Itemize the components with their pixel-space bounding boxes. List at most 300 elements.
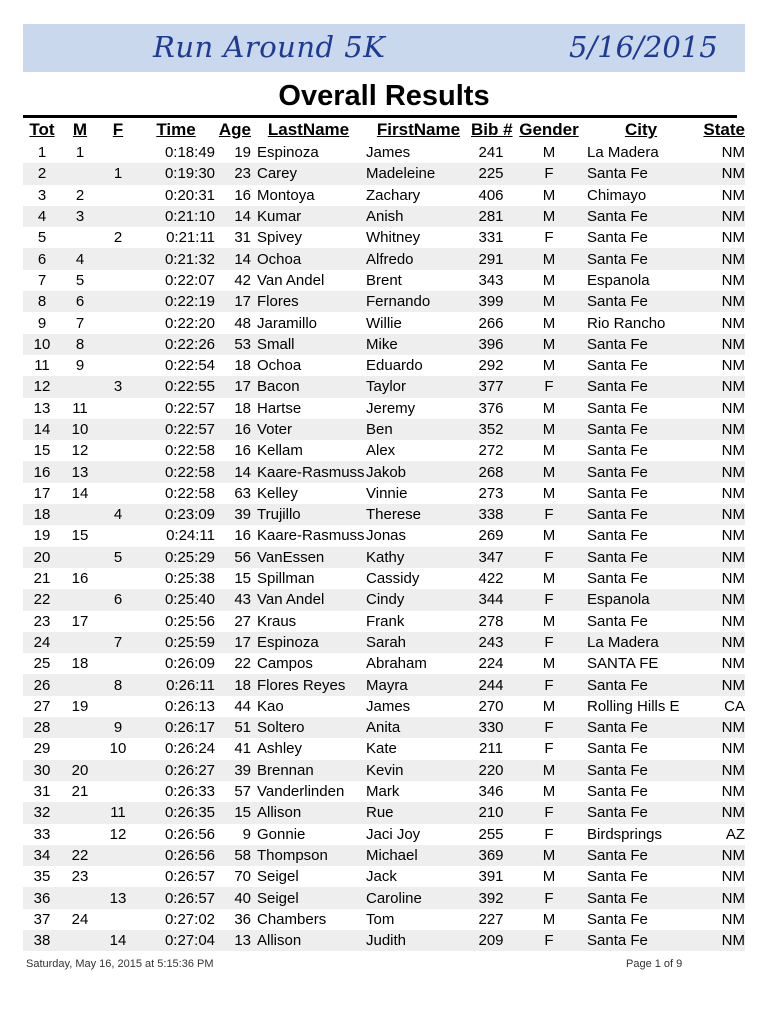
cell-tot: 20 [23, 547, 61, 568]
cell-time: 0:20:31 [164, 186, 215, 204]
cell-male-place: 17 [71, 612, 89, 630]
cell-male-place [61, 376, 99, 397]
cell-time: 0:22:07 [164, 271, 215, 289]
cell-tot: 2 [23, 163, 61, 184]
table-row [23, 611, 745, 632]
cell-time: 0:26:13 [164, 697, 215, 715]
cell-bib: 292 [478, 357, 504, 375]
cell-male-place: 5 [75, 271, 85, 289]
cell-age: 57 [234, 783, 251, 801]
cell-city: Santa Fe [587, 868, 648, 886]
cell-age: 27 [234, 612, 251, 630]
cell-male-place: 6 [61, 291, 99, 312]
cell-female-place: 9 [99, 717, 137, 738]
cell-firstname: Anish [366, 206, 471, 227]
cell-firstname: Vinnie [366, 484, 408, 502]
cell-female-place [99, 866, 137, 887]
cell-gender: M [542, 484, 556, 502]
cell-age: 9 [242, 825, 251, 843]
cell-time: 0:26:56 [164, 825, 215, 843]
cell-state: NM [695, 930, 745, 951]
cell-lastname: Flores Reyes [251, 674, 366, 695]
cell-lastname: Ochoa [251, 248, 366, 269]
cell-firstname: Kevin [366, 760, 471, 781]
cell-city: Santa Fe [587, 760, 695, 781]
cell-state: NM [721, 399, 745, 417]
cell-time: 0:22:55 [137, 376, 215, 397]
cell-city: Santa Fe [587, 419, 695, 440]
cell-gender: M [542, 144, 556, 162]
table-row [23, 866, 745, 887]
cell-female-place: 1 [99, 163, 137, 184]
cell-female-place: 6 [99, 589, 137, 610]
cell-time: 0:26:17 [137, 717, 215, 738]
cell-gender: F [544, 229, 554, 247]
cell-gender: M [542, 868, 556, 886]
cell-female-place [99, 760, 137, 781]
col-header-firstname: FirstName [376, 120, 461, 139]
table-row [23, 760, 745, 781]
cell-gender: M [542, 271, 556, 289]
cell-city: Santa Fe [587, 206, 695, 227]
cell-state: NM [721, 570, 745, 588]
cell-tot: 29 [33, 740, 51, 758]
cell-male-place [61, 824, 99, 845]
cell-female-place: 2 [113, 229, 123, 247]
table-row [23, 376, 745, 397]
table-row [23, 185, 745, 206]
cell-state: NM [695, 376, 745, 397]
table-row [23, 824, 745, 845]
cell-gender: M [542, 442, 556, 460]
results-body [23, 142, 745, 951]
cell-city: La Madera [587, 144, 659, 162]
cell-firstname: Judith [366, 930, 471, 951]
cell-city: Santa Fe [587, 334, 695, 355]
cell-lastname: Spivey [257, 229, 303, 247]
cell-gender: F [511, 717, 587, 738]
page-title: Overall Results [278, 80, 490, 112]
cell-male-place: 23 [71, 868, 89, 886]
cell-tot: 5 [37, 229, 47, 247]
cell-age: 39 [215, 504, 251, 525]
cell-age: 43 [215, 589, 251, 610]
cell-male-place [61, 504, 99, 525]
cell-firstname: Eduardo [366, 357, 423, 375]
cell-state: NM [721, 740, 745, 758]
col-header-lastname: LastName [267, 120, 350, 139]
table-row [23, 930, 745, 951]
cell-age: 16 [234, 442, 251, 460]
table-row [23, 291, 745, 312]
cell-male-place [61, 632, 99, 653]
cell-bib: 343 [478, 271, 504, 289]
col-header-age: Age [218, 120, 251, 139]
col-header-city: City [624, 120, 658, 139]
cell-bib: 278 [478, 612, 504, 630]
cell-gender: F [544, 740, 554, 758]
cell-age: 16 [215, 419, 251, 440]
table-row [23, 674, 745, 695]
cell-time: 0:21:11 [166, 229, 215, 247]
cell-female-place [99, 568, 137, 589]
cell-state: NM [695, 291, 745, 312]
cell-tot: 13 [33, 399, 51, 417]
cell-female-place [99, 845, 137, 866]
cell-male-place [61, 163, 99, 184]
cell-male-place: 1 [75, 144, 85, 162]
cell-male-place: 10 [61, 419, 99, 440]
table-row [23, 632, 745, 653]
cell-age: 31 [234, 229, 251, 247]
table-row [23, 504, 745, 525]
cell-state: NM [695, 334, 745, 355]
cell-age: 15 [215, 802, 251, 823]
table-row [23, 568, 745, 589]
cell-male-place: 14 [71, 484, 89, 502]
cell-tot: 34 [23, 845, 61, 866]
cell-city: Santa Fe [587, 357, 648, 375]
cell-male-place: 18 [71, 655, 89, 673]
table-row [23, 653, 745, 674]
cell-bib: 281 [471, 206, 511, 227]
cell-firstname: Jeremy [366, 399, 416, 417]
cell-state: NM [695, 206, 745, 227]
cell-lastname: Kumar [251, 206, 366, 227]
cell-female-place: 12 [109, 825, 127, 843]
cell-tot: 35 [33, 868, 51, 886]
cell-time: 0:22:57 [164, 399, 215, 417]
cell-bib: 227 [478, 910, 504, 928]
cell-lastname: VanEssen [251, 547, 366, 568]
cell-tot: 23 [33, 612, 51, 630]
cell-time: 0:26:56 [137, 845, 215, 866]
cell-male-place: 24 [71, 910, 89, 928]
cell-gender: M [511, 206, 587, 227]
cell-age: 17 [215, 376, 251, 397]
cell-male-place [61, 930, 99, 951]
cell-tot: 31 [33, 783, 51, 801]
cell-female-place [99, 291, 137, 312]
cell-gender: M [542, 910, 556, 928]
cell-city: Santa Fe [587, 248, 695, 269]
cell-firstname: Jack [366, 868, 397, 886]
cell-time: 0:25:59 [137, 632, 215, 653]
cell-bib: 266 [478, 314, 504, 332]
cell-gender: M [542, 527, 556, 545]
cell-firstname: Cindy [366, 589, 471, 610]
cell-firstname: Zachary [366, 186, 421, 204]
cell-time: 0:25:40 [137, 589, 215, 610]
cell-male-place: 20 [61, 760, 99, 781]
cell-male-place [61, 717, 99, 738]
cell-time: 0:22:57 [137, 419, 215, 440]
cell-state: NM [721, 484, 745, 502]
cell-lastname: Kaare-Rasmuss [251, 461, 366, 482]
cell-gender: F [511, 887, 587, 908]
cell-age: 18 [234, 399, 251, 417]
cell-tot: 15 [33, 442, 51, 460]
cell-gender: F [511, 504, 587, 525]
cell-gender: F [511, 589, 587, 610]
cell-gender: M [511, 248, 587, 269]
cell-lastname: Chambers [257, 910, 327, 928]
cell-gender: F [511, 547, 587, 568]
cell-male-place: 19 [71, 697, 89, 715]
cell-firstname: Willie [366, 314, 402, 332]
cell-state: NM [721, 783, 745, 801]
cell-lastname: Thompson [251, 845, 366, 866]
cell-age: 44 [234, 697, 251, 715]
cell-gender: M [542, 655, 556, 673]
cell-age: 36 [234, 910, 251, 928]
cell-bib: 211 [479, 740, 503, 758]
cell-female-place [99, 270, 137, 291]
cell-tot: 22 [23, 589, 61, 610]
cell-age: 14 [215, 248, 251, 269]
cell-city: Rio Rancho [587, 314, 666, 332]
cell-city: Santa Fe [587, 504, 695, 525]
cell-gender: M [542, 612, 556, 630]
cell-tot: 18 [23, 504, 61, 525]
cell-age: 58 [215, 845, 251, 866]
cell-time: 0:27:02 [164, 910, 215, 928]
cell-time: 0:26:24 [164, 740, 215, 758]
cell-lastname: Ochoa [257, 357, 302, 375]
cell-bib: 377 [471, 376, 511, 397]
cell-time: 0:22:26 [137, 334, 215, 355]
cell-firstname: Cassidy [366, 570, 420, 588]
cell-lastname: Hartse [257, 399, 302, 417]
cell-bib: 422 [478, 570, 504, 588]
cell-bib: 268 [471, 461, 511, 482]
cell-female-place: 3 [99, 376, 137, 397]
cell-lastname: Spillman [257, 570, 315, 588]
cell-female-place [99, 185, 137, 206]
cell-city: SANTA FE [587, 655, 659, 673]
cell-firstname: Brent [366, 271, 402, 289]
cell-male-place: 2 [75, 186, 85, 204]
cell-age: 39 [215, 760, 251, 781]
cell-lastname: Small [251, 334, 366, 355]
cell-bib: 224 [478, 655, 504, 673]
cell-firstname: Whitney [366, 229, 421, 247]
cell-age: 19 [234, 144, 251, 162]
cell-bib: 273 [478, 484, 504, 502]
cell-male-place: 15 [71, 527, 89, 545]
cell-age: 53 [215, 334, 251, 355]
table-row [23, 398, 745, 419]
cell-gender: M [511, 845, 587, 866]
table-row [23, 483, 745, 504]
cell-lastname: Allison [251, 802, 366, 823]
cell-city: Chimayo [587, 186, 647, 204]
cell-time: 0:26:33 [164, 783, 215, 801]
cell-male-place: 7 [75, 314, 85, 332]
cell-state: NM [721, 655, 745, 673]
cell-bib: 338 [471, 504, 511, 525]
cell-firstname: Madeleine [366, 163, 471, 184]
cell-time: 0:26:57 [164, 868, 215, 886]
cell-age: 48 [234, 314, 251, 332]
cell-firstname: Alfredo [366, 248, 471, 269]
cell-state: NM [721, 229, 745, 247]
cell-lastname: Montoya [257, 186, 315, 204]
cell-city: Santa Fe [587, 442, 648, 460]
cell-state: NM [695, 248, 745, 269]
results-table [23, 118, 745, 951]
cell-tot: 33 [33, 825, 51, 843]
cell-male-place [61, 589, 99, 610]
cell-female-place [99, 525, 137, 546]
table-row [23, 525, 745, 546]
cell-state: NM [695, 163, 745, 184]
cell-tot: 1 [37, 144, 47, 162]
cell-male-place [61, 227, 99, 248]
cell-city: Santa Fe [587, 887, 695, 908]
cell-gender: M [542, 570, 556, 588]
cell-age: 40 [215, 887, 251, 908]
cell-tot: 17 [33, 484, 51, 502]
cell-city: Santa Fe [587, 399, 648, 417]
cell-female-place [99, 248, 137, 269]
cell-firstname: Alex [366, 442, 396, 460]
cell-bib: 225 [471, 163, 511, 184]
cell-age: 22 [234, 655, 251, 673]
cell-city: Santa Fe [587, 674, 695, 695]
cell-state: NM [721, 314, 745, 332]
cell-lastname: Brennan [251, 760, 366, 781]
cell-age: 41 [234, 740, 251, 758]
cell-firstname: Abraham [366, 655, 427, 673]
cell-time: 0:25:38 [164, 570, 215, 588]
cell-gender: F [544, 825, 554, 843]
table-row [23, 270, 745, 291]
cell-time: 0:23:09 [137, 504, 215, 525]
col-header-tot: Tot [29, 120, 55, 139]
cell-state: NM [695, 760, 745, 781]
cell-tot: 37 [33, 910, 51, 928]
cell-state: NM [695, 547, 745, 568]
cell-time: 0:22:58 [164, 484, 215, 502]
cell-bib: 346 [478, 783, 504, 801]
cell-city: Santa Fe [587, 484, 648, 502]
cell-city: Santa Fe [587, 461, 695, 482]
cell-gender: M [542, 186, 556, 204]
cell-lastname: Kellam [257, 442, 303, 460]
cell-gender: M [511, 419, 587, 440]
cell-firstname: Sarah [366, 632, 471, 653]
cell-city: Santa Fe [587, 291, 695, 312]
cell-time: 0:21:32 [137, 248, 215, 269]
cell-time: 0:26:35 [137, 802, 215, 823]
cell-state: NM [695, 419, 745, 440]
cell-city: Rolling Hills E [587, 697, 680, 715]
cell-tot: 36 [23, 887, 61, 908]
cell-female-place [99, 611, 137, 632]
cell-age: 14 [215, 206, 251, 227]
cell-tot: 21 [33, 570, 51, 588]
cell-lastname: Soltero [251, 717, 366, 738]
cell-time: 0:19:30 [137, 163, 215, 184]
cell-tot: 11 [34, 357, 50, 375]
cell-tot: 16 [23, 461, 61, 482]
cell-age: 51 [215, 717, 251, 738]
cell-bib: 291 [471, 248, 511, 269]
cell-bib: 391 [478, 868, 504, 886]
cell-female-place [99, 355, 137, 376]
cell-lastname: Espinoza [251, 632, 366, 653]
col-header-f: F [112, 120, 124, 139]
cell-state: NM [695, 632, 745, 653]
cell-lastname: Voter [251, 419, 366, 440]
cell-state: CA [724, 697, 745, 715]
cell-female-place [99, 142, 137, 163]
table-row [23, 163, 745, 184]
cell-male-place [61, 674, 99, 695]
cell-city: Santa Fe [587, 910, 648, 928]
printed-timestamp: Saturday, May 16, 2015 at 5:15:36 PM [26, 958, 214, 970]
cell-tot: 38 [23, 930, 61, 951]
cell-bib: 347 [471, 547, 511, 568]
cell-firstname: Jaci Joy [366, 825, 421, 843]
cell-gender: M [542, 697, 556, 715]
cell-male-place: 3 [61, 206, 99, 227]
cell-bib: 352 [471, 419, 511, 440]
cell-firstname: Mike [366, 334, 471, 355]
table-row [23, 589, 745, 610]
cell-firstname: Ben [366, 419, 471, 440]
col-header-bib: Bib # [471, 120, 513, 139]
table-row [23, 461, 745, 482]
cell-tot: 7 [37, 271, 47, 289]
cell-city: Santa Fe [587, 376, 695, 397]
cell-state: NM [695, 845, 745, 866]
cell-firstname: Tom [366, 910, 395, 928]
cell-city: Santa Fe [587, 802, 695, 823]
cell-age: 70 [234, 868, 251, 886]
cell-state: NM [695, 674, 745, 695]
cell-gender: F [511, 674, 587, 695]
cell-firstname: Jakob [366, 461, 471, 482]
cell-gender: M [511, 760, 587, 781]
cell-female-place [99, 461, 137, 482]
cell-bib: 269 [478, 527, 504, 545]
cell-firstname: Jonas [366, 527, 407, 545]
table-row [23, 334, 745, 355]
cell-lastname: Seigel [257, 868, 299, 886]
cell-city: Santa Fe [587, 527, 648, 545]
cell-lastname: Ashley [257, 740, 303, 758]
cell-state: NM [721, 271, 745, 289]
cell-city: Santa Fe [587, 229, 648, 247]
cell-gender: M [542, 399, 556, 417]
cell-state: NM [721, 186, 745, 204]
cell-state: NM [721, 612, 745, 630]
cell-bib: 406 [478, 186, 504, 204]
cell-age: 17 [215, 632, 251, 653]
cell-city: Santa Fe [587, 930, 695, 951]
cell-state: NM [695, 504, 745, 525]
cell-male-place: 13 [61, 461, 99, 482]
cell-time: 0:27:04 [137, 930, 215, 951]
cell-lastname: Vanderlinden [257, 783, 345, 801]
cell-bib: 344 [471, 589, 511, 610]
cell-tot: 12 [23, 376, 61, 397]
cell-lastname: Allison [251, 930, 366, 951]
cell-tot: 24 [23, 632, 61, 653]
table-row [23, 781, 745, 802]
